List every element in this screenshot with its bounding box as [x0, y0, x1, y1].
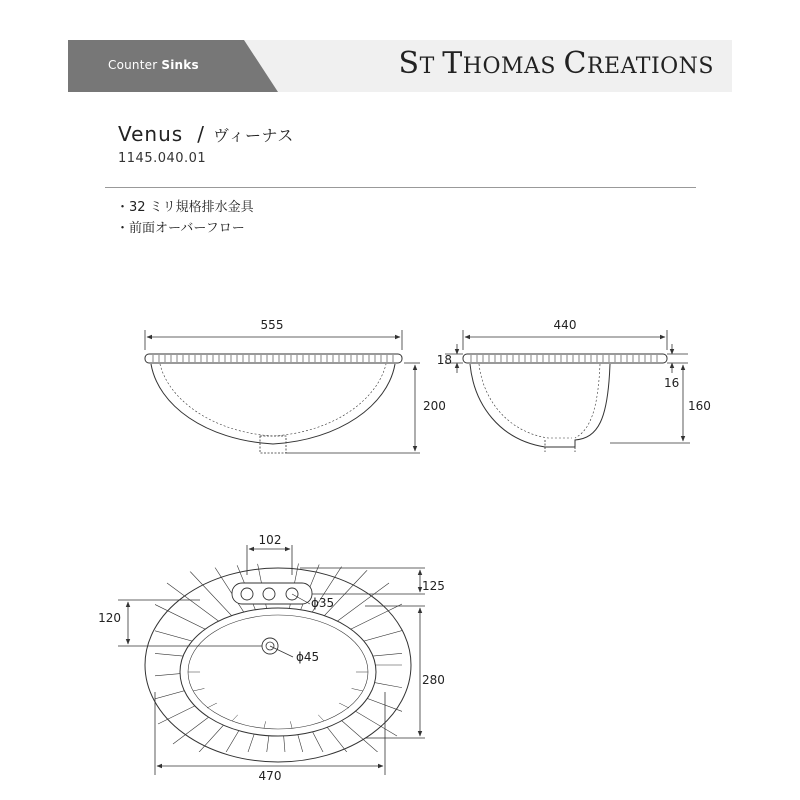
- top-view: [118, 541, 425, 790]
- category-light: Counter: [108, 58, 158, 72]
- dim-left-offset: 120: [98, 611, 121, 625]
- dim-side-rim-lower: 16: [664, 376, 680, 390]
- front-rim-beads: [153, 355, 393, 362]
- feature-item: ・前面オーバーフロー: [116, 221, 245, 236]
- dim-top-width: 470: [258, 769, 282, 783]
- dim-drain-diameter: ϕ45: [296, 650, 320, 664]
- product-name-jp: ヴィーナス: [212, 126, 294, 145]
- product-code: 1145.040.01: [118, 151, 207, 166]
- category-bold: Sinks: [161, 58, 199, 72]
- dim-hole-diameter: ϕ35: [311, 596, 335, 610]
- dim-hole-offset: 125: [422, 579, 445, 593]
- dim-side-rim: 18: [436, 353, 452, 367]
- brand-logo: ST THOMAS CREATIONS: [398, 46, 714, 81]
- product-name: Venus: [118, 122, 184, 146]
- feature-item: ・32 ミリ規格排水金具: [116, 200, 254, 215]
- dim-front-width: 555: [260, 318, 284, 332]
- title-separator: /: [197, 122, 205, 146]
- side-view: [445, 330, 690, 452]
- side-rim-beads: [471, 355, 657, 362]
- dim-side-width: 440: [553, 318, 577, 332]
- front-view: [145, 330, 420, 453]
- dim-side-depth: 160: [688, 399, 711, 413]
- dim-basin-depth: 280: [422, 673, 445, 687]
- dim-front-height: 200: [423, 399, 446, 413]
- dim-holes-spacing: 102: [258, 533, 282, 547]
